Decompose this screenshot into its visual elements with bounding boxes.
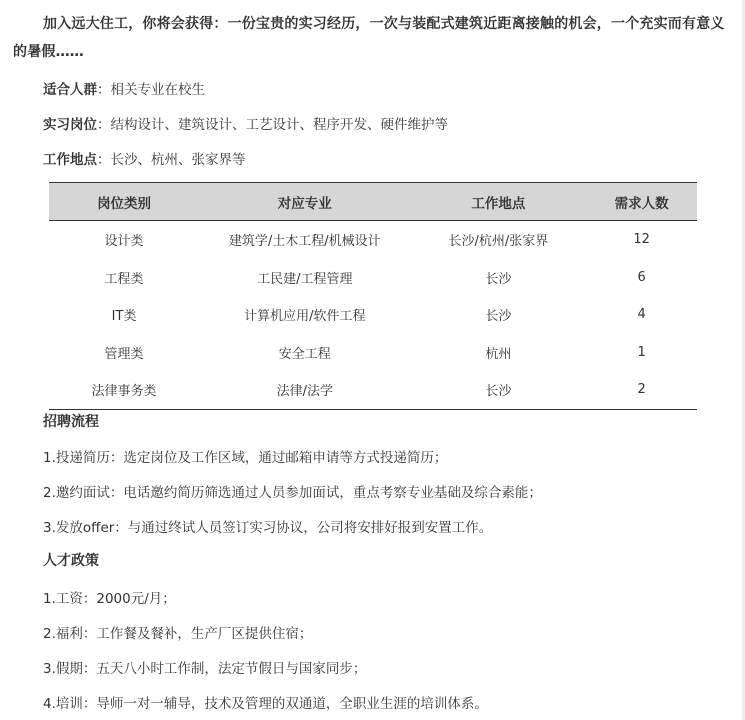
table-row	[49, 296, 697, 334]
cell-count: 2	[637, 382, 646, 398]
info-target-group: 适合人群：相关专业在校生	[43, 82, 205, 98]
recruit-step: 3.发放offer：与通过终试人员签订实习协议，公司将安排好报到安置工作。	[43, 520, 493, 536]
cell-location: 长沙	[485, 309, 512, 325]
policy-section-title: 人才政策	[43, 553, 99, 569]
cell-major: 安全工程	[278, 346, 331, 362]
positions-table	[49, 182, 697, 410]
cell-location: 长沙/杭州/张家界	[448, 234, 549, 250]
recruit-step: 2.邀约面试：电话邀约简历筛选通过人员参加面试，重点考察专业基础及综合素能；	[43, 485, 542, 501]
cell-category: 管理类	[104, 346, 144, 362]
info-label: 适合人群	[43, 82, 97, 98]
cell-major: 计算机应用/软件工程	[244, 309, 366, 325]
info-label: 工作地点	[43, 152, 97, 168]
info-label: 实习岗位	[43, 117, 97, 133]
recruit-section-title: 招聘流程	[43, 414, 99, 430]
cell-category: 设计类	[104, 234, 144, 250]
cell-major: 工民建/工程管理	[257, 271, 353, 287]
cell-location: 杭州	[485, 346, 512, 362]
cell-count: 1	[637, 344, 646, 360]
policy-item: 3.假期：五天八小时工作制，法定节假日与国家同步；	[43, 661, 367, 677]
table-row	[49, 371, 697, 409]
cell-category: IT类	[111, 309, 137, 325]
cell-location: 长沙	[485, 384, 512, 400]
policy-item: 4.培训：导师一对一辅导，技术及管理的双通道，全职业生涯的培训体系。	[43, 696, 488, 712]
header-location: 工作地点	[410, 183, 586, 221]
policy-item: 2.福利：工作餐及餐补，生产厂区提供住宿；	[43, 626, 313, 642]
info-location: 工作地点：长沙、杭州、张家界等	[43, 152, 246, 168]
table-row	[49, 334, 697, 372]
cell-category: 工程类	[104, 271, 144, 287]
cell-category: 法律事务类	[91, 384, 157, 400]
table-header-row	[49, 183, 697, 221]
cell-major: 建筑学/土木工程/机械设计	[228, 234, 381, 250]
header-category: 岗位类别	[49, 183, 199, 221]
info-positions: 实习岗位：结构设计、建筑设计、工艺设计、程序开发、硬件维护等	[43, 117, 448, 133]
recruit-step: 1.投递简历：选定岗位及工作区域，通过邮箱申请等方式投递简历；	[43, 450, 448, 466]
info-value: 相关专业在校生	[110, 82, 205, 98]
table-row	[49, 221, 697, 259]
policy-item: 1.工资：2000元/月；	[43, 591, 176, 607]
info-value: 长沙、杭州、张家界等	[110, 152, 246, 168]
cell-major: 法律/法学	[276, 384, 333, 400]
intro-paragraph: 加入远大住工，你将会获得：一份宝贵的实习经历，一次与装配式建筑近距离接触的机会，一个充实而有意义的暑假……	[13, 16, 725, 60]
cell-location: 长沙	[485, 271, 512, 287]
cell-count: 4	[637, 307, 646, 323]
cell-count: 6	[637, 269, 646, 285]
table-row	[49, 259, 697, 297]
header-count: 需求人数	[586, 183, 697, 221]
cell-count: 12	[633, 232, 650, 248]
header-major: 对应专业	[199, 183, 410, 221]
info-value: 结构设计、建筑设计、工艺设计、程序开发、硬件维护等	[110, 117, 448, 133]
